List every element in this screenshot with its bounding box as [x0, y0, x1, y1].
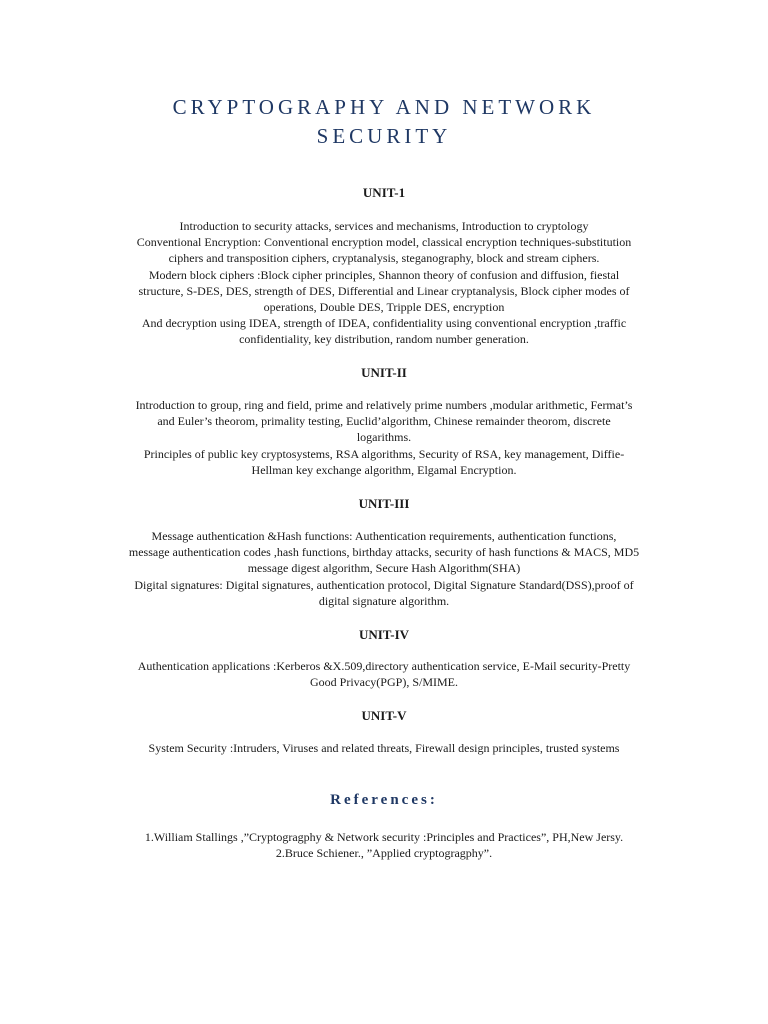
unit-2-line: Hellman key exchange algorithm, Elgamal Encryption.: [251, 462, 517, 477]
unit-3-content: [84, 528, 684, 609]
title-line-1: CRYPTOGRAPHY AND NETWORK: [172, 95, 596, 119]
unit-5-heading: UNIT-V: [361, 708, 407, 723]
unit-1-line: And decryption using IDEA, strength of IDEA, confidentiality using conventional encryption ,traffic: [141, 316, 627, 331]
unit-5-content: [84, 740, 684, 756]
unit-2-content: [84, 397, 684, 478]
unit-1-line: operations, Double DES, Tripple DES, encryption: [263, 300, 505, 315]
unit-4-line: Authentication applications :Kerberos &X.509,directory authentication service, E-Mail security-Pretty: [137, 659, 631, 673]
unit-1-line: ciphers and transposition ciphers, cryptanalysis, steganography, block and stream ciphers.: [168, 251, 600, 266]
unit-1-line: confidentiality, key distribution, random number generation.: [239, 332, 529, 347]
unit-3-line: digital signature algorithm.: [318, 593, 450, 608]
unit-4-heading: UNIT-IV: [358, 627, 410, 642]
unit-3-line: message digest algorithm, Secure Hash Algorithm(SHA): [247, 561, 521, 576]
unit-1-line: structure, S-DES, DES, strength of DES, Differential and Linear cryptanalysis, Block cipher modes of: [138, 283, 630, 298]
reference-item: 1.William Stallings ,”Cryptogragphy & Network security :Principles and Practices”, PH,New Jersy.: [144, 830, 624, 844]
unit-4-line: Good Privacy(PGP), S/MIME.: [309, 675, 458, 690]
unit-2-line: Introduction to group, ring and field, prime and relatively prime numbers ,modular arithmetic, Fermat’s: [135, 398, 633, 412]
unit-1-line: Introduction to security attacks, services and mechanisms, Introduction to cryptology: [179, 219, 589, 233]
unit-1-line: Conventional Encryption: Conventional encryption model, classical encryption techniques-substitution: [136, 235, 632, 250]
unit-3-line: Message authentication &Hash functions: Authentication requirements, authentication functions,: [151, 529, 617, 543]
title-line-2: SECURITY: [316, 124, 452, 148]
unit-2-line: logarithms.: [356, 430, 412, 445]
unit-2-line: Principles of public key cryptosystems, RSA algorithms, Security of RSA, key management, Diffie-: [143, 446, 625, 461]
unit-4-content: [84, 658, 684, 690]
document-title: [0, 93, 768, 151]
unit-5-line: System Security :Intruders, Viruses and related threats, Firewall design principles, trusted systems: [148, 741, 620, 755]
unit-3-line: Digital signatures: Digital signatures, authentication protocol, Digital Signature Standard(DSS),proof of: [134, 577, 634, 592]
unit-2-heading: UNIT-II: [361, 365, 407, 380]
unit-1-heading: UNIT-1: [362, 185, 406, 200]
references-list: [84, 829, 684, 861]
unit-1-line: Modern block ciphers :Block cipher principles, Shannon theory of confusion and diffusion, fiestal: [148, 267, 620, 282]
unit-3-heading: UNIT-III: [358, 496, 410, 511]
unit-2-line: and Euler’s theorom, primality testing, Euclid’algorithm, Chinese remainder theorom, discrete: [157, 414, 611, 429]
references-heading: References:: [330, 792, 438, 808]
unit-3-line: message authentication codes ,hash functions, birthday attacks, security of hash functions & MACS, MD5: [128, 545, 640, 560]
reference-item: 2.Bruce Schiener., ”Applied cryptogragphy”.: [275, 846, 493, 861]
unit-1-content: [84, 218, 684, 348]
